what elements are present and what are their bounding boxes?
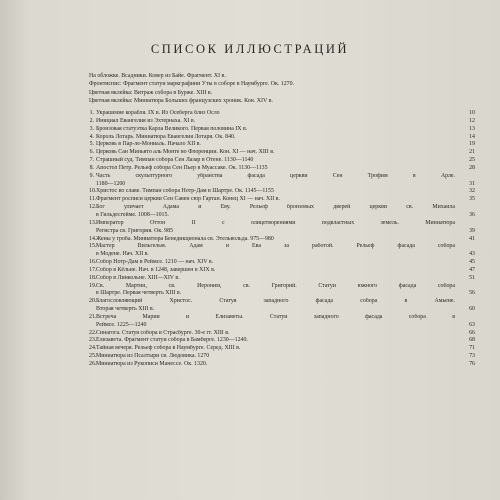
illustration-list [89,110,475,369]
caption-line: в Гильдесгейме. 1008—1015. [96,211,169,218]
item-caption [94,298,457,314]
caption-line: Елизавета. Фрагмент статуи собора в Бамберге. 1230—1240. [96,337,248,344]
item-number: 6. [89,149,94,156]
page-number: 39 [469,227,475,234]
list-item [89,157,475,165]
item-number: 8. [89,164,94,171]
item-caption [94,149,457,157]
list-item [89,361,475,369]
list-item [89,283,475,299]
list-item [89,204,475,220]
list-item [89,196,475,204]
page-number: 56 [469,290,475,297]
caption-line: Церковь в Пар-ле-Мониаль. Начало XII в. [96,141,201,148]
item-number: 18. [89,274,97,281]
item-number: 14. [89,235,97,242]
item-caption [94,204,457,220]
caption-line: Бронзовая статуэтка Карла Великого. Первая половина IX в. [96,125,248,132]
caption-line: Благословляющий Христос. Статуя западного фасада собора в Амьене. [96,298,455,305]
list-item [89,236,475,244]
item-caption [94,220,457,236]
list-item [89,134,475,142]
page-number: 73 [469,353,475,360]
caption-line: Инициал Евангелия из Эхтернаха. XI в. [96,117,196,124]
page-number: 28 [469,164,475,171]
item-caption [94,283,457,299]
caption-line: Собор в Линкольне. XIII—XIV в. [96,274,180,281]
caption-line: в Модене. Нач. XII в. [96,251,149,258]
page-number: 45 [469,259,475,266]
item-caption [94,188,457,196]
item-number: 24. [89,345,97,352]
page-title: СПИСОК ИЛЛЮСТРАЦИЙ [150,42,350,56]
caption-line: Мастер Вильгельм. Адам и Ева за работой. Рельеф фасада собора [96,243,455,250]
page-number: 25 [469,157,475,164]
item-caption [94,275,457,283]
page-number: 12 [469,117,475,124]
front-matter-line: На обложке. Всадники. Ковер из Байе. Фрагмент. XI в. [89,73,226,79]
caption-line: Украшение корабля. IX в. Из Осеберга близ Осло [96,110,220,116]
list-item [89,110,475,118]
front-matter-line: Фронтиспис: Фрагмент статуи маркграфини Уты в соборе в Наумбурге. Ок. 1270. [89,81,295,88]
item-caption [94,157,457,165]
page-number: 31 [469,180,475,187]
item-number: 15. [89,243,97,250]
page-number: 71 [469,345,475,352]
caption-line: Миниатюра из Рукописи Манессе. Ок. 1320. [96,361,208,367]
item-number: 17. [89,266,97,273]
item-number: 25. [89,353,97,360]
item-number: 5. [89,141,94,148]
list-item [89,220,475,236]
item-caption [94,267,457,275]
item-number: 22. [89,329,97,336]
caption-line: 1180—1200 [96,180,126,187]
caption-line: Христос во славе. Тимпан собора Нотр-Дам в Шартре. Ок. 1145—1155 [96,188,274,195]
item-caption [94,126,457,134]
item-caption [94,196,457,204]
caption-line: Миниатюра из Псалтыри св. Людовика. 1270 [96,353,210,360]
item-caption [94,173,457,189]
item-caption [94,345,457,353]
list-item [89,126,475,134]
list-item [89,141,475,149]
caption-line: Король Лотарь. Миниатюра Евангелия Лотаря. Ок. 840. [96,133,236,140]
front-matter-line: Цветная вклейка: Витраж собора в Бурже. XIII в. [89,89,213,96]
caption-line: Апостол Петр. Рельеф собора Сен Пьер в Муассаке. Ок. 1130—1135 [96,164,268,171]
page-number: 51 [469,274,475,281]
item-number: 2. [89,117,94,124]
list-item [89,314,475,330]
item-caption [94,259,457,267]
item-caption [94,141,457,149]
item-number: 10. [89,188,97,195]
list-item [89,267,475,275]
item-caption [94,134,457,142]
item-number: 3. [89,125,94,132]
page-number: 36 [469,211,475,218]
item-number: 9. [89,172,94,179]
page-number: 10 [469,110,475,116]
caption-line: Регистра св. Григория. Ок. 985 [96,227,174,234]
page-number: 21 [469,149,475,156]
item-number: 21. [89,313,97,320]
front-matter-line: Цветная вклейка: Миниатюра Больших французских хроник. Кон. XIV в. [89,98,273,105]
page-number: 13 [469,125,475,132]
page-number: 32 [469,188,475,195]
item-caption [94,361,457,369]
list-item [89,188,475,196]
page-number: 19 [469,141,475,148]
list-item [89,345,475,353]
page-number: 76 [469,361,475,367]
caption-line: Страшный суд. Тимпан собора Сен Лазар в Отене. 1130—1140 [96,157,254,164]
caption-line: Церковь Сан Миньято аль Монте во Флоренции. Кон. XI — нач. XIII в. [96,149,275,156]
page-number: 63 [469,321,475,328]
item-caption [94,236,457,244]
caption-line: Бог уличает Адама и Еву. Рельеф бронзовых дверей церкви св. Михаила [96,204,455,211]
list-item [89,259,475,267]
list-item [89,243,475,259]
list-item [89,330,475,338]
caption-line: Реймсе. 1225—1240 [96,321,147,328]
caption-line: Фрагмент росписи церкви Сен Савен сюр Гартан. Конец XI — нач. XII в. [96,196,280,203]
list-item [89,165,475,173]
list-item [89,149,475,157]
item-caption [94,165,457,173]
page-number: 43 [469,251,475,258]
list-item [89,353,475,361]
page-number: 60 [469,306,475,313]
caption-line: Св. Мартин, св. Иероним, св. Григорий. Статуи южного фасада собора [96,282,455,289]
item-number: 12. [89,204,97,211]
caption-line: Вторая четверть XIII в. [96,306,155,313]
caption-line: Император Оттон II с олицетворениями подвластных земель. Миниатюра [96,219,455,226]
page-number: 41 [469,235,475,242]
item-number: 16. [89,259,97,266]
page-number: 68 [469,337,475,344]
caption-line: Синагога. Статуя собора в Страсбурге. 30-е гг. XIII в. [96,329,230,336]
list-item [89,275,475,283]
item-number: 7. [89,157,94,164]
list-item [89,337,475,345]
caption-line: Собор в Кёльне. Нач. в 1248, завершен в XIX в. [96,266,216,273]
page-number: 14 [469,133,475,140]
item-caption [94,110,457,118]
item-caption [94,314,457,330]
item-caption [94,243,457,259]
item-number: 1. [89,110,94,116]
item-number: 13. [89,219,97,226]
item-number: 11. [89,196,97,203]
item-number: 19. [89,282,97,289]
page-number: 66 [469,329,475,336]
item-number: 23. [89,337,97,344]
caption-line: Собор Нотр-Дам в Реймсе. 1210 — нач. XIV в. [96,259,214,266]
page-number: 35 [469,196,475,203]
caption-line: Жены у гроба. Миниатюра Бенедикционала св. Этельвольда. 975—980 [96,235,274,242]
item-number: 26. [89,361,97,367]
caption-line: Тайная вечеря. Рельеф собора в Наумбурге. Серед. XIII в. [96,345,241,352]
item-number: 20. [89,298,97,305]
list-item [89,118,475,126]
item-caption [94,118,457,126]
caption-line: Часть скульптурного убранства фасада церкви Сен Трофим в Арле. [96,172,455,179]
caption-line: Встреча Марии и Елизаветы. Статуи западного фасада собора в [96,313,455,320]
item-caption [94,337,457,345]
front-matter [89,72,459,105]
caption-line: в Шартре. Первая четверть XIII в. [96,290,182,297]
item-caption [94,353,457,361]
page-number: 47 [469,266,475,273]
list-item [89,298,475,314]
item-number: 4. [89,133,94,140]
item-caption [94,330,457,338]
list-item [89,173,475,189]
